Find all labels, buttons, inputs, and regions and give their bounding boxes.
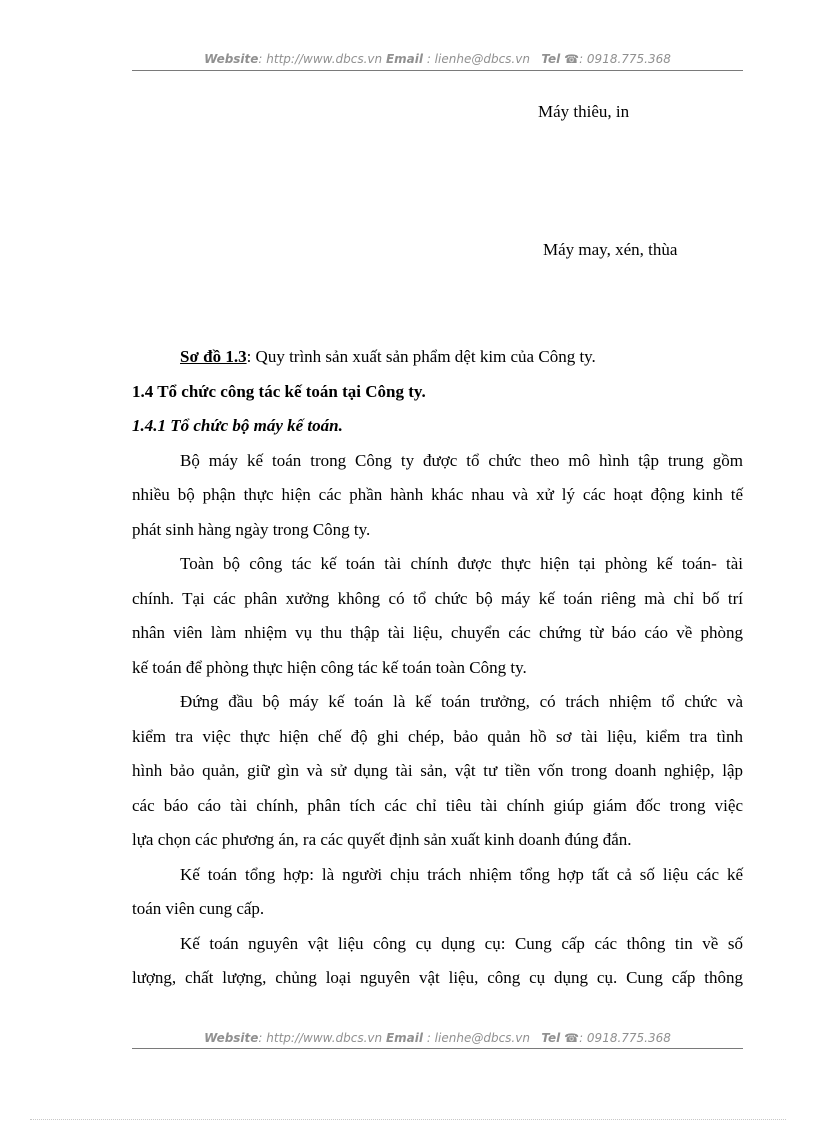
footer-website-label: Website (204, 1031, 259, 1045)
header-website-label: Website (204, 52, 259, 66)
paragraph-line: các báo cáo tài chính, phân tích các chỉ tiêu tài chính giúp giám đốc trong việc (132, 795, 743, 815)
caption-label: Sơ đồ 1.3 (180, 347, 247, 366)
section-heading: 1.4 Tổ chức công tác kế toán tại Công ty. (132, 381, 426, 401)
subsection-heading: 1.4.1 Tổ chức bộ máy kế toán. (132, 416, 343, 435)
footer-email-label: Email (385, 1031, 423, 1045)
paragraph-line: Bộ máy kế toán trong Công ty được tổ chức theo mô hình tập trung gồm (180, 450, 743, 470)
paragraph-line: chính. Tại các phân xưởng không có tổ chức bộ máy kế toán riêng mà chỉ bố trí (132, 588, 743, 608)
header-email-label: Email (385, 52, 423, 66)
paragraph-line: lượng, chất lượng, chủng loại nguyên vật liệu, công cụ dụng cụ. Cung cấp thông (132, 968, 743, 987)
footer-tel-value: : 0918.775.368 (579, 1031, 671, 1045)
paragraph-line: Kế toán tổng hợp: là người chịu trách nhiệm tổng hợp tất cả số liệu các kế (180, 864, 743, 884)
paragraph-line: lựa chọn các phương án, ra các quyết định sản xuất kinh doanh đúng đắn. (132, 830, 632, 849)
footer-website-value: : http://www.dbcs.vn (258, 1031, 383, 1045)
caption-text: : Quy trình sản xuất sản phẩm dệt kim của Công ty. (246, 347, 596, 366)
header-email-value: : lienhe@dbcs.vn (426, 52, 530, 66)
phone-icon: ☎ (564, 52, 580, 66)
phone-icon: ☎ (564, 1031, 580, 1045)
footer-tel-label: Tel (541, 1031, 561, 1045)
document-body (132, 340, 743, 996)
paragraph-line: Kế toán nguyên vật liệu công cụ dụng cụ: Cung cấp các thông tin về số (180, 933, 743, 953)
header-rule (132, 70, 743, 71)
diagram-caption (132, 340, 743, 375)
header-website-value: : http://www.dbcs.vn (258, 52, 383, 66)
paragraph-line: nhân viên làm nhiệm vụ thu thập tài liệu, chuyển các chứng từ báo cáo về phòng (132, 623, 743, 642)
page-header (132, 52, 743, 66)
header-tel-value: : 0918.775.368 (579, 52, 671, 66)
paragraph-line: Đứng đầu bộ máy kế toán là kế toán trưởng, có trách nhiệm tổ chức và (180, 692, 743, 711)
paragraph-line: nhiều bộ phận thực hiện các phần hành khác nhau và xử lý các hoạt động kinh tế (132, 485, 743, 504)
paragraph-line: kế toán để phòng thực hiện công tác kế toán toàn Công ty. (132, 657, 527, 677)
header-tel-label: Tel (541, 52, 561, 66)
paragraph-line: phát sinh hàng ngày trong Công ty. (132, 519, 371, 539)
footer-email-value: : lienhe@dbcs.vn (426, 1031, 530, 1045)
paragraph-line: kiểm tra việc thực hiện chế độ ghi chép, bảo quản hồ sơ tài liệu, kiểm tra tình (132, 726, 743, 746)
page-footer (132, 1031, 743, 1045)
diagram-box-sewing: Máy may, xén, thùa (543, 240, 678, 259)
paragraph-line: Toàn bộ công tác kế toán tài chính được thực hiện tại phòng kế toán- tài (180, 554, 743, 573)
paragraph-line: toán viên cung cấp. (132, 899, 265, 918)
paragraph-line: hình bảo quản, giữ gìn và sử dụng tài sản, vật tư tiền vốn trong doanh nghiệp, lập (132, 761, 743, 780)
page-edge-divider (30, 1119, 786, 1120)
footer-rule (132, 1048, 743, 1049)
diagram-box-printing: Máy thiêu, in (538, 102, 630, 121)
